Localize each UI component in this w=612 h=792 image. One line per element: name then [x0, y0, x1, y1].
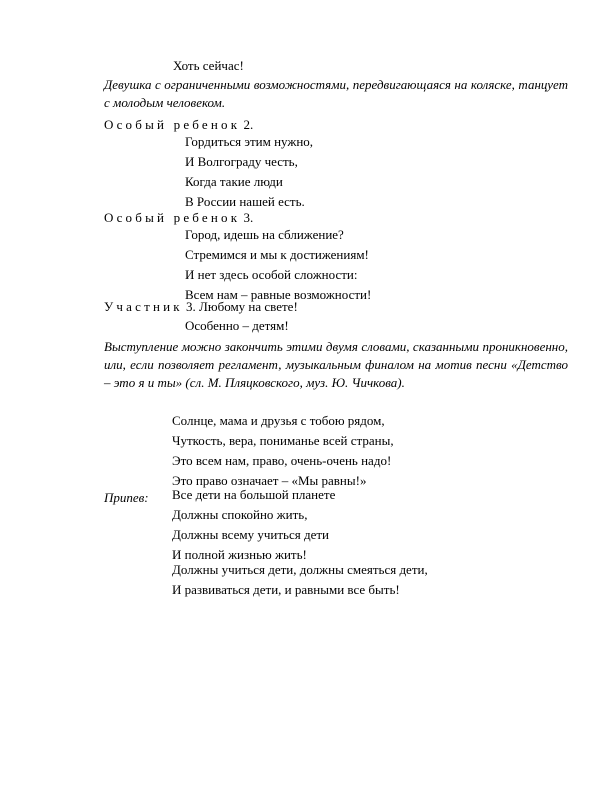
verse-line: Должны спокойно жить, [172, 507, 308, 522]
participant-3-number: 3. [186, 299, 196, 314]
verse-line: Когда такие люди [185, 174, 283, 189]
verse-line: И Волгограду честь, [185, 154, 298, 169]
speaker-2-label: Особый ребенок [104, 117, 241, 132]
song-verse [172, 411, 394, 491]
speaker-3-label: Особый ребенок [104, 210, 241, 225]
verse-line: Всем нам – равные возможности! [185, 287, 372, 302]
verse-line: Солнце, мама и друзья с тобою рядом, [172, 413, 385, 428]
chorus-lines-2 [172, 560, 428, 600]
verse-line: Должны всему учиться дети [172, 527, 329, 542]
stage-direction-2: Выступление можно закончить этими двумя словами, сказанными проникновенно, или, если позволяет регламент, музыкальным финалом на мотив песни «Детство – это я и ты» (сл. М. Пляцковского, муз. Ю. Чичкова). [104, 339, 568, 390]
speaker-3-verse [185, 225, 371, 305]
participant-3-label: Участник [104, 299, 183, 314]
verse-line: И нет здесь особой сложности: [185, 267, 358, 282]
speaker-3-heading [104, 210, 253, 226]
verse-line: Это всем нам, право, очень-очень надо! [172, 453, 392, 468]
verse-line: Стремимся и мы к достижениям! [185, 247, 369, 262]
verse-line: Это право означает – «Мы равны!» [172, 473, 367, 488]
speaker-2-heading [104, 117, 253, 133]
participant-3-first-line: Любому на свете! [199, 299, 298, 314]
intro-line: Хоть сейчас! [173, 58, 244, 73]
verse-line: Гордиться этим нужно, [185, 134, 314, 149]
participant-3-second-line: Особенно – детям! [185, 318, 289, 333]
verse-line: В России нашей есть. [185, 194, 305, 209]
chorus-lines [172, 485, 335, 565]
participant-3-heading [104, 299, 298, 315]
chorus-label: Припев: [104, 490, 149, 505]
speaker-2-number: 2. [243, 117, 254, 132]
verse-line: И полной жизнью жить! [172, 547, 307, 562]
verse-line: Все дети на большой планете [172, 487, 336, 502]
verse-line: Чуткость, вера, пониманье всей страны, [172, 433, 394, 448]
stage-direction-1: Девушка с ограниченными возможностями, передвигающаяся на коляске, танцует с молодым человеком. [104, 77, 568, 110]
speaker-3-number: 3. [243, 210, 254, 225]
speaker-2-verse [185, 132, 313, 212]
verse-line: Город, идешь на сближение? [185, 227, 344, 242]
verse-line: И развиваться дети, и равными все быть! [172, 582, 400, 597]
verse-line: Должны учиться дети, должны смеяться дети, [172, 562, 428, 577]
